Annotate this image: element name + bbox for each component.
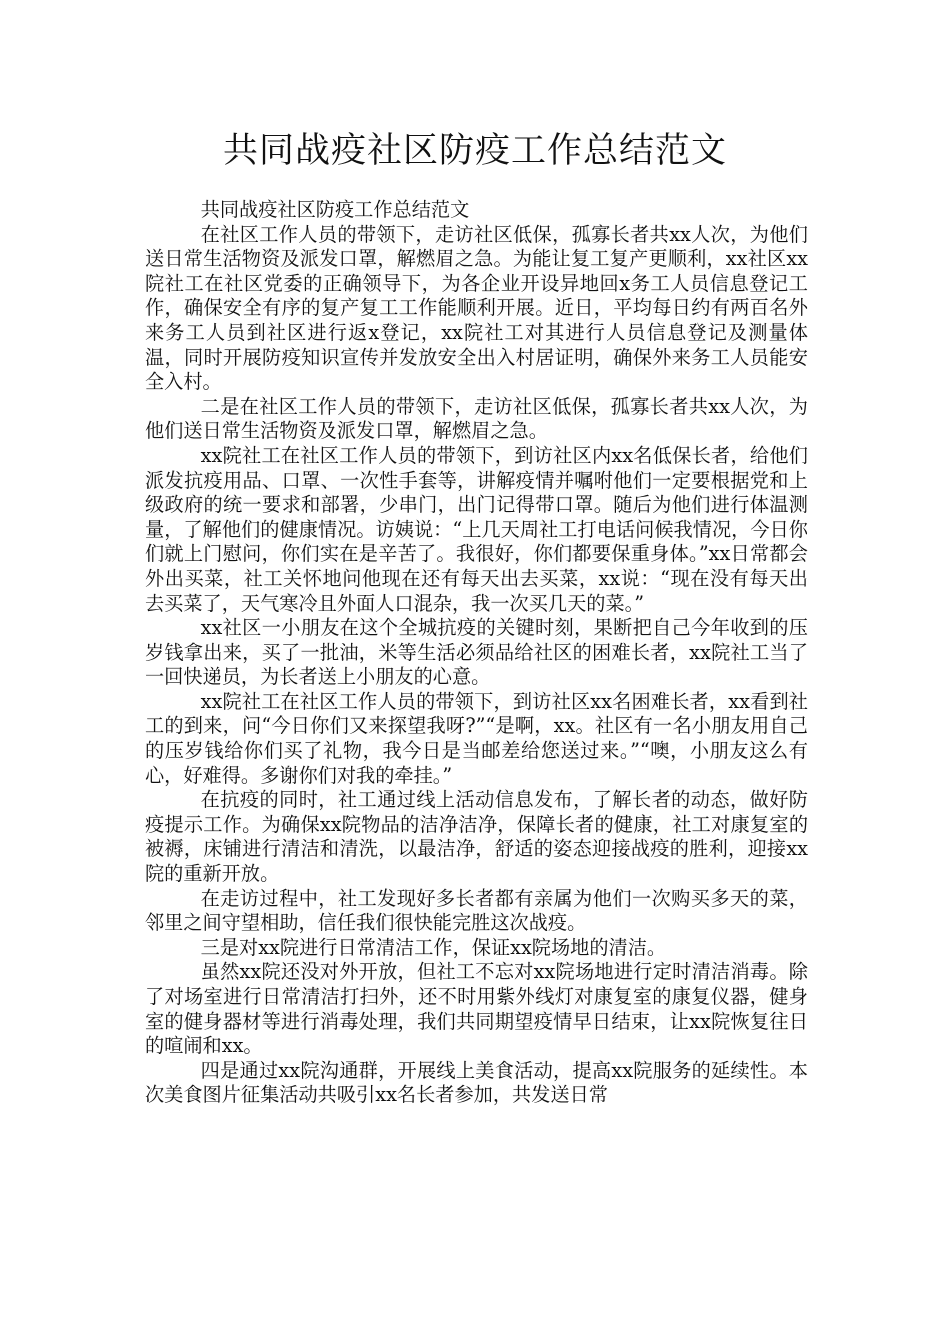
paragraph: 虽然xx院还没对外开放，但社工不忘对xx院场地进行定时清洁消毒。除了对场室进行日常清洁打扫外，还不时用紫外线灯对康复室的康复仪器，健身室的健身器材等进行消毒处理，我们共同期望疫情早日结束，让xx院恢复往日的喧闹和xx。 [145,960,808,1058]
paragraph: 在社区工作人员的带领下，走访社区低保，孤寡长者共xx人次，为他们送日常生活物资及派发口罩，解燃眉之急。为能让复工复产更顺利，xx社区xx院社工在社区党委的正确领导下，为各企业开设异地回x务工人员信息登记工作，确保安全有序的复产复工工作能顺利开展。近日，平均每日约有两百名外来务工人员到社区进行返x登记，xx院社工对其进行人员信息登记及测量体温，同时开展防疫知识宣传并发放安全出入村居证明，确保外来务工人员能安全入村。 [145,222,808,394]
paragraph: xx院社工在社区工作人员的带领下，到访社区xx名困难长者，xx看到社工的到来，问“今日你们又来探望我呀?”“是啊，xx。社区有一名小朋友用自己的压岁钱给你们买了礼物，我今日是当邮差给您送过来。”“噢，小朋友这么有心，好难得。多谢你们对我的牵挂。” [145,689,808,787]
paragraph: 二是在社区工作人员的带领下，走访社区低保，孤寡长者共xx人次，为他们送日常生活物资及派发口罩，解燃眉之急。 [145,394,808,443]
paragraph: xx社区一小朋友在这个全城抗疫的关键时刻，果断把自己今年收到的压岁钱拿出来，买了一批油，米等生活必须品给社区的困难长者，xx院社工当了一回快递员，为长者送上小朋友的心意。 [145,616,808,689]
paragraph-subtitle: 共同战疫社区防疫工作总结范文 [200,198,470,221]
paragraph: xx院社工在社区工作人员的带领下，到访社区内xx名低保长者，给他们派发抗疫用品、口罩、一次性手套等，讲解疫情并嘱咐他们一定要根据党和上级政府的统一要求和部署，少串门，出门记得带口罩。随后为他们进行体温测量，了解他们的健康情况。访姨说：“上几天周社工打电话问候我情况，今日你们就上门慰问，你们实在是辛苦了。我很好，你们都要保重身体。”xx日常都会外出买菜，社工关怀地问他现在还有每天出去买菜，xx说：“现在没有每天出去买菜了，天气寒冷且外面人口混杂，我一次买几天的菜。” [145,443,808,615]
document-body [145,198,808,1108]
paragraph: 四是通过xx院沟通群，开展线上美食活动，提高xx院服务的延续性。本次美食图片征集活动共吸引xx名长者参加，共发送日常 [145,1058,808,1107]
document-title: 共同战疫社区防疫工作总结范文 [222,131,727,171]
paragraph: 在走访过程中，社工发现好多长者都有亲属为他们一次购买多天的菜，邻里之间守望相助，信任我们很快能完胜这次战疫。 [145,886,808,935]
paragraph: 三是对xx院进行日常清洁工作，保证xx院场地的清洁。 [200,935,667,959]
paragraph: 在抗疫的同时，社工通过线上活动信息发布，了解长者的动态，做好防疫提示工作。为确保xx院物品的洁净洁净，保障长者的健康，社工对康复室的被褥，床铺进行清洁和清洗，以最洁净，舒适的姿态迎接战疫的胜利，迎接xx院的重新开放。 [145,788,808,886]
